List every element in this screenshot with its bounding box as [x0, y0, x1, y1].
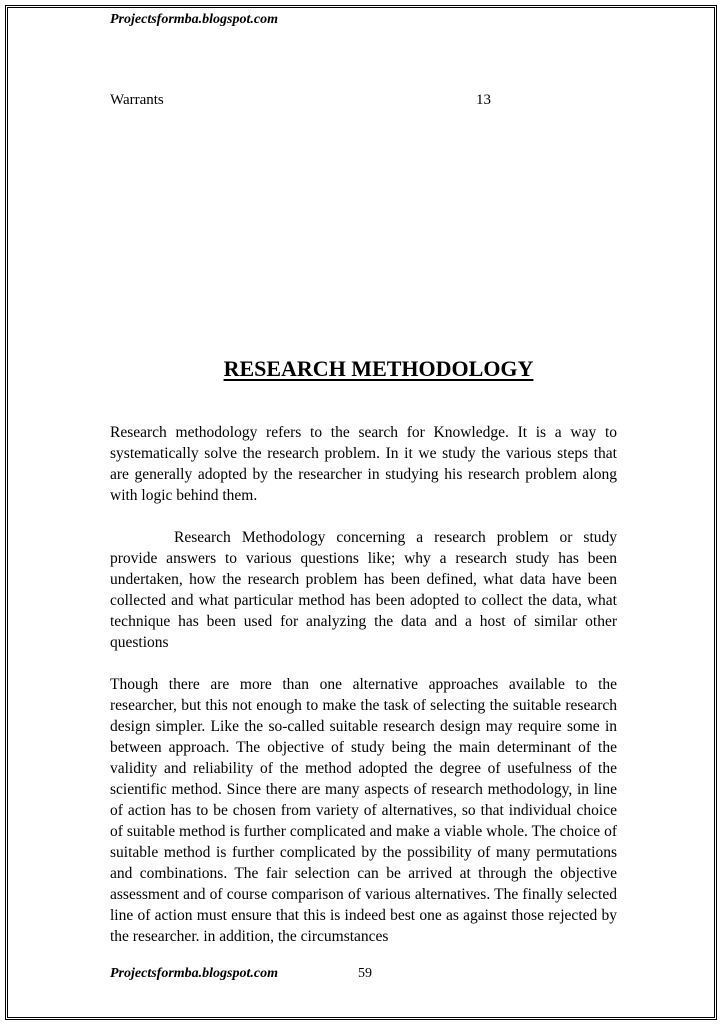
page-number: 59: [358, 966, 372, 981]
page-title: RESEARCH METHODOLOGY: [223, 356, 534, 381]
footer-site: Projectsformba.blogspot.com: [110, 966, 278, 981]
running-head-title: Warrants: [110, 92, 164, 108]
paragraph-1: Research methodology refers to the search for Knowledge. It is a way to systematically solve the research problem. In it we study the various steps that are generally adopted by the researcher in studying his research problem along with logic behind them.: [110, 424, 617, 504]
running-head-number: 13: [476, 92, 491, 108]
body-text: [110, 422, 617, 968]
page-footer: [110, 966, 620, 986]
paragraph-2: Research Methodology concerning a research problem or study provide answers to various questions like; why a research study has been undertaken, how the research problem has been defined, what data have been collected and what particular method has been adopted to collect the data, what technique has been used for analyzing the data and a host of similar other questions: [110, 529, 617, 651]
paragraph-3: Though there are more than one alternative approaches available to the researcher, but this not enough to make the task of selecting the suitable research design simpler. Like the so-called suitable research design may require some in between approach. The objective of study being the main determinant of the validity and reliability of the method adopted the degree of usefulness of the scientific method. Since there are many aspects of research methodology, in line of action has to be chosen from variety of alternatives, so that individual choice of suitable method is further complicated and make a viable whole. The choice of suitable method is further complicated by the possibility of many permutations and combinations. The fair selection can be arrived at through the objective assessment and of course comparison of various alternatives. The finally selected line of action must ensure that this is indeed best one as against those rejected by the researcher. in addition, the circumstances: [110, 676, 617, 945]
site-header: Projectsformba.blogspot.com: [110, 12, 278, 27]
